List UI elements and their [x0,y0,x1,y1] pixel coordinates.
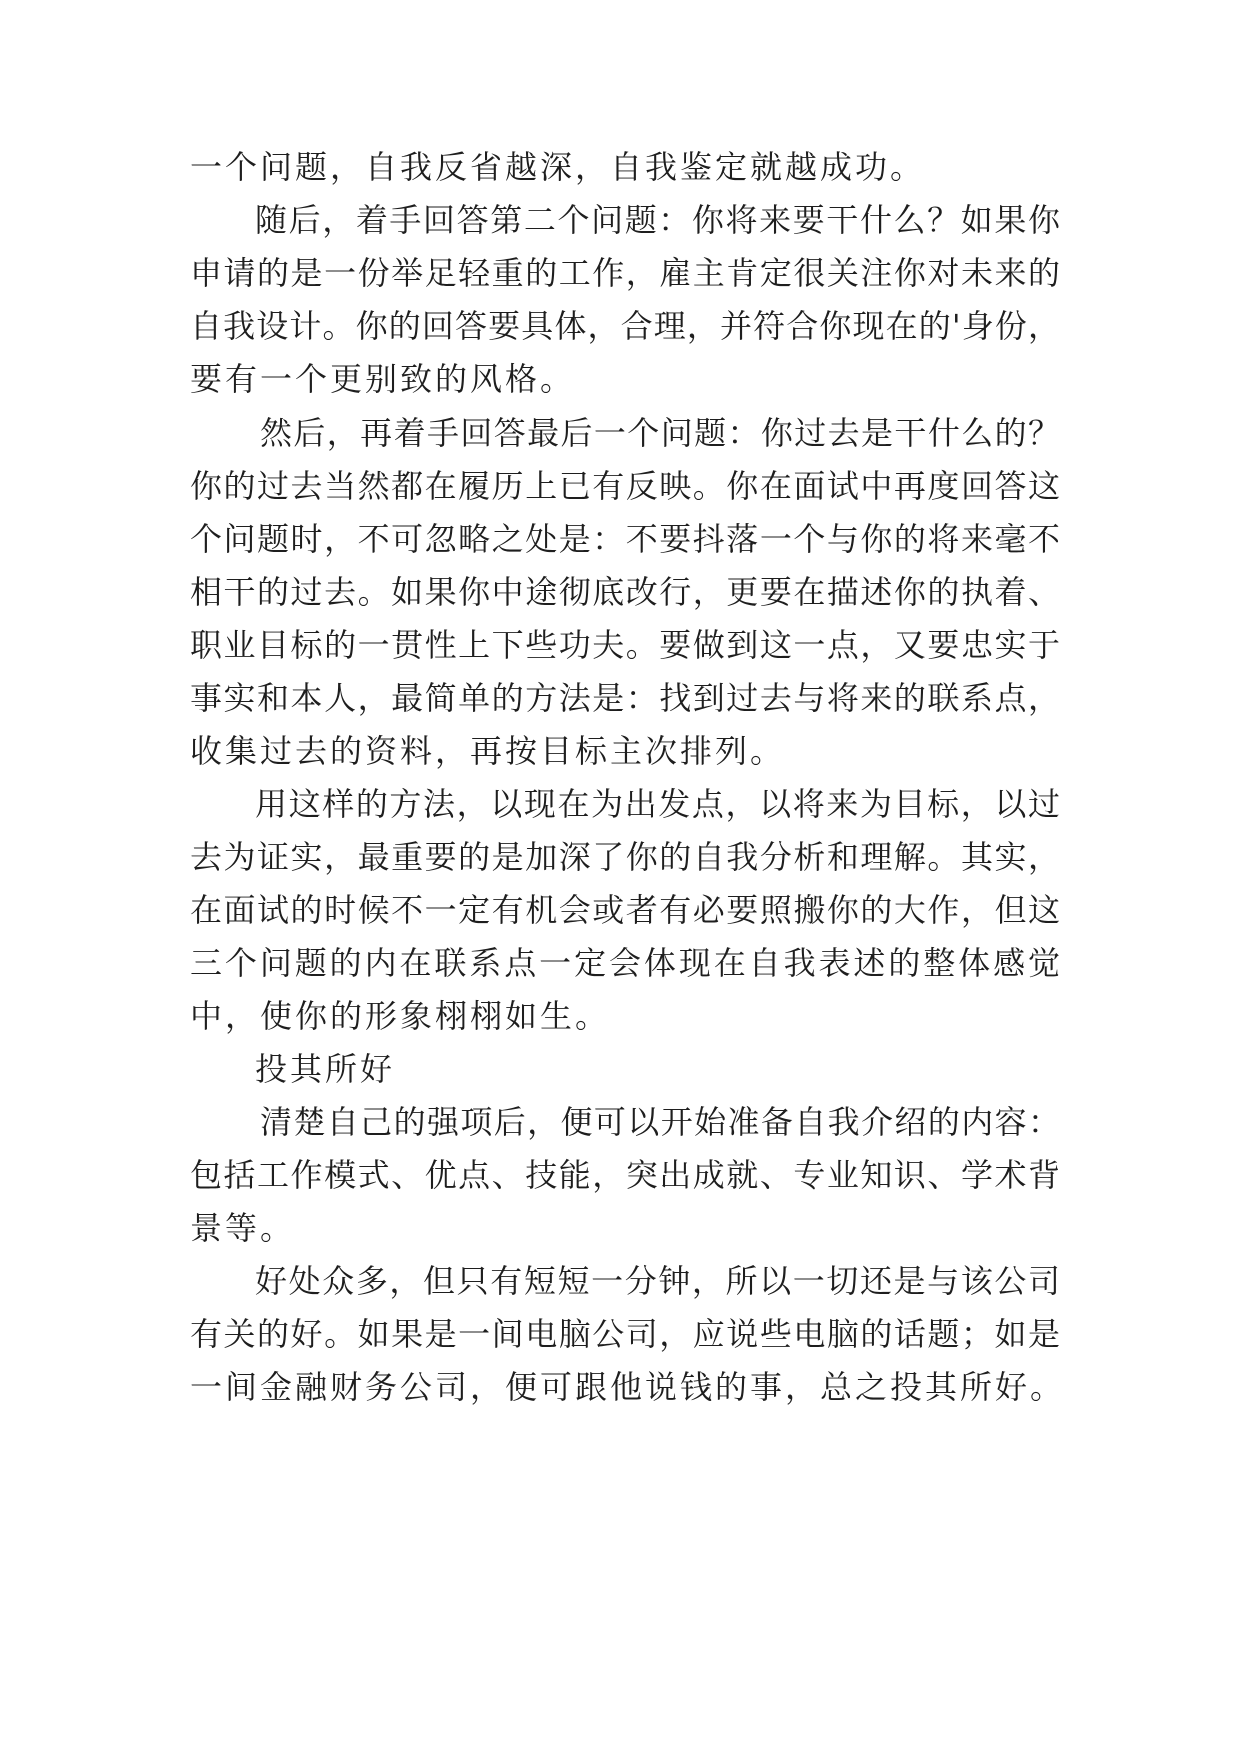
paragraph-first-line: 随后，着手回答第二个问题：你将来要干什么？如果你 [255,201,1060,239]
text-line: 包括工作模式、优点、技能，突出成就、专业知识、学术背 [190,1156,1060,1194]
text-line: 有关的好。如果是一间电脑公司，应说些电脑的话题；如是 [190,1315,1060,1353]
text-line: 景等。 [190,1209,296,1247]
text-line: 三个问题的内在联系点一定会体现在自我表述的整体感觉 [190,944,1060,982]
text-line: 个问题时，不可忽略之处是：不要抖落一个与你的将来毫不 [190,520,1060,558]
text-line: 一个问题，自我反省越深，自我鉴定就越成功。 [190,148,926,186]
text-line: 去为证实，最重要的是加深了你的自我分析和理解。其实， [190,838,1060,876]
text-line: 申请的是一份举足轻重的工作，雇主肯定很关注你对未来的 [190,254,1060,292]
text-line: 职业目标的一贯性上下些功夫。要做到这一点，又要忠实于 [190,626,1060,664]
text-line: 中，使你的形象栩栩如生。 [190,997,611,1035]
paragraph-first-line: 然后，再着手回答最后一个问题：你过去是干什么的？ [260,414,1060,452]
text-line: 自我设计。你的回答要具体，合理，并符合你现在的'身份， [190,307,1060,345]
text-line: 要有一个更别致的风格。 [190,360,576,398]
text-line: 你的过去当然都在履历上已有反映。你在面试中再度回答这 [190,467,1060,505]
text-line: 在面试的时候不一定有机会或者有必要照搬你的大作，但这 [190,891,1060,929]
section-heading: 投其所好 [255,1050,396,1088]
paragraph-first-line: 好处众多，但只有短短一分钟，所以一切还是与该公司 [255,1262,1060,1300]
paragraph-first-line: 清楚自己的强项后，便可以开始准备自我介绍的内容： [260,1103,1060,1141]
text-line: 事实和本人，最简单的方法是：找到过去与将来的联系点， [190,679,1060,717]
paragraph-first-line: 用这样的方法，以现在为出发点，以将来为目标，以过 [255,785,1060,823]
text-line: 一间金融财务公司，便可跟他说钱的事，总之投其所好。 [190,1368,1066,1406]
text-line: 相干的过去。如果你中途彻底改行，更要在描述你的执着、 [190,573,1060,611]
text-line: 收集过去的资料，再按目标主次排列。 [190,732,786,770]
